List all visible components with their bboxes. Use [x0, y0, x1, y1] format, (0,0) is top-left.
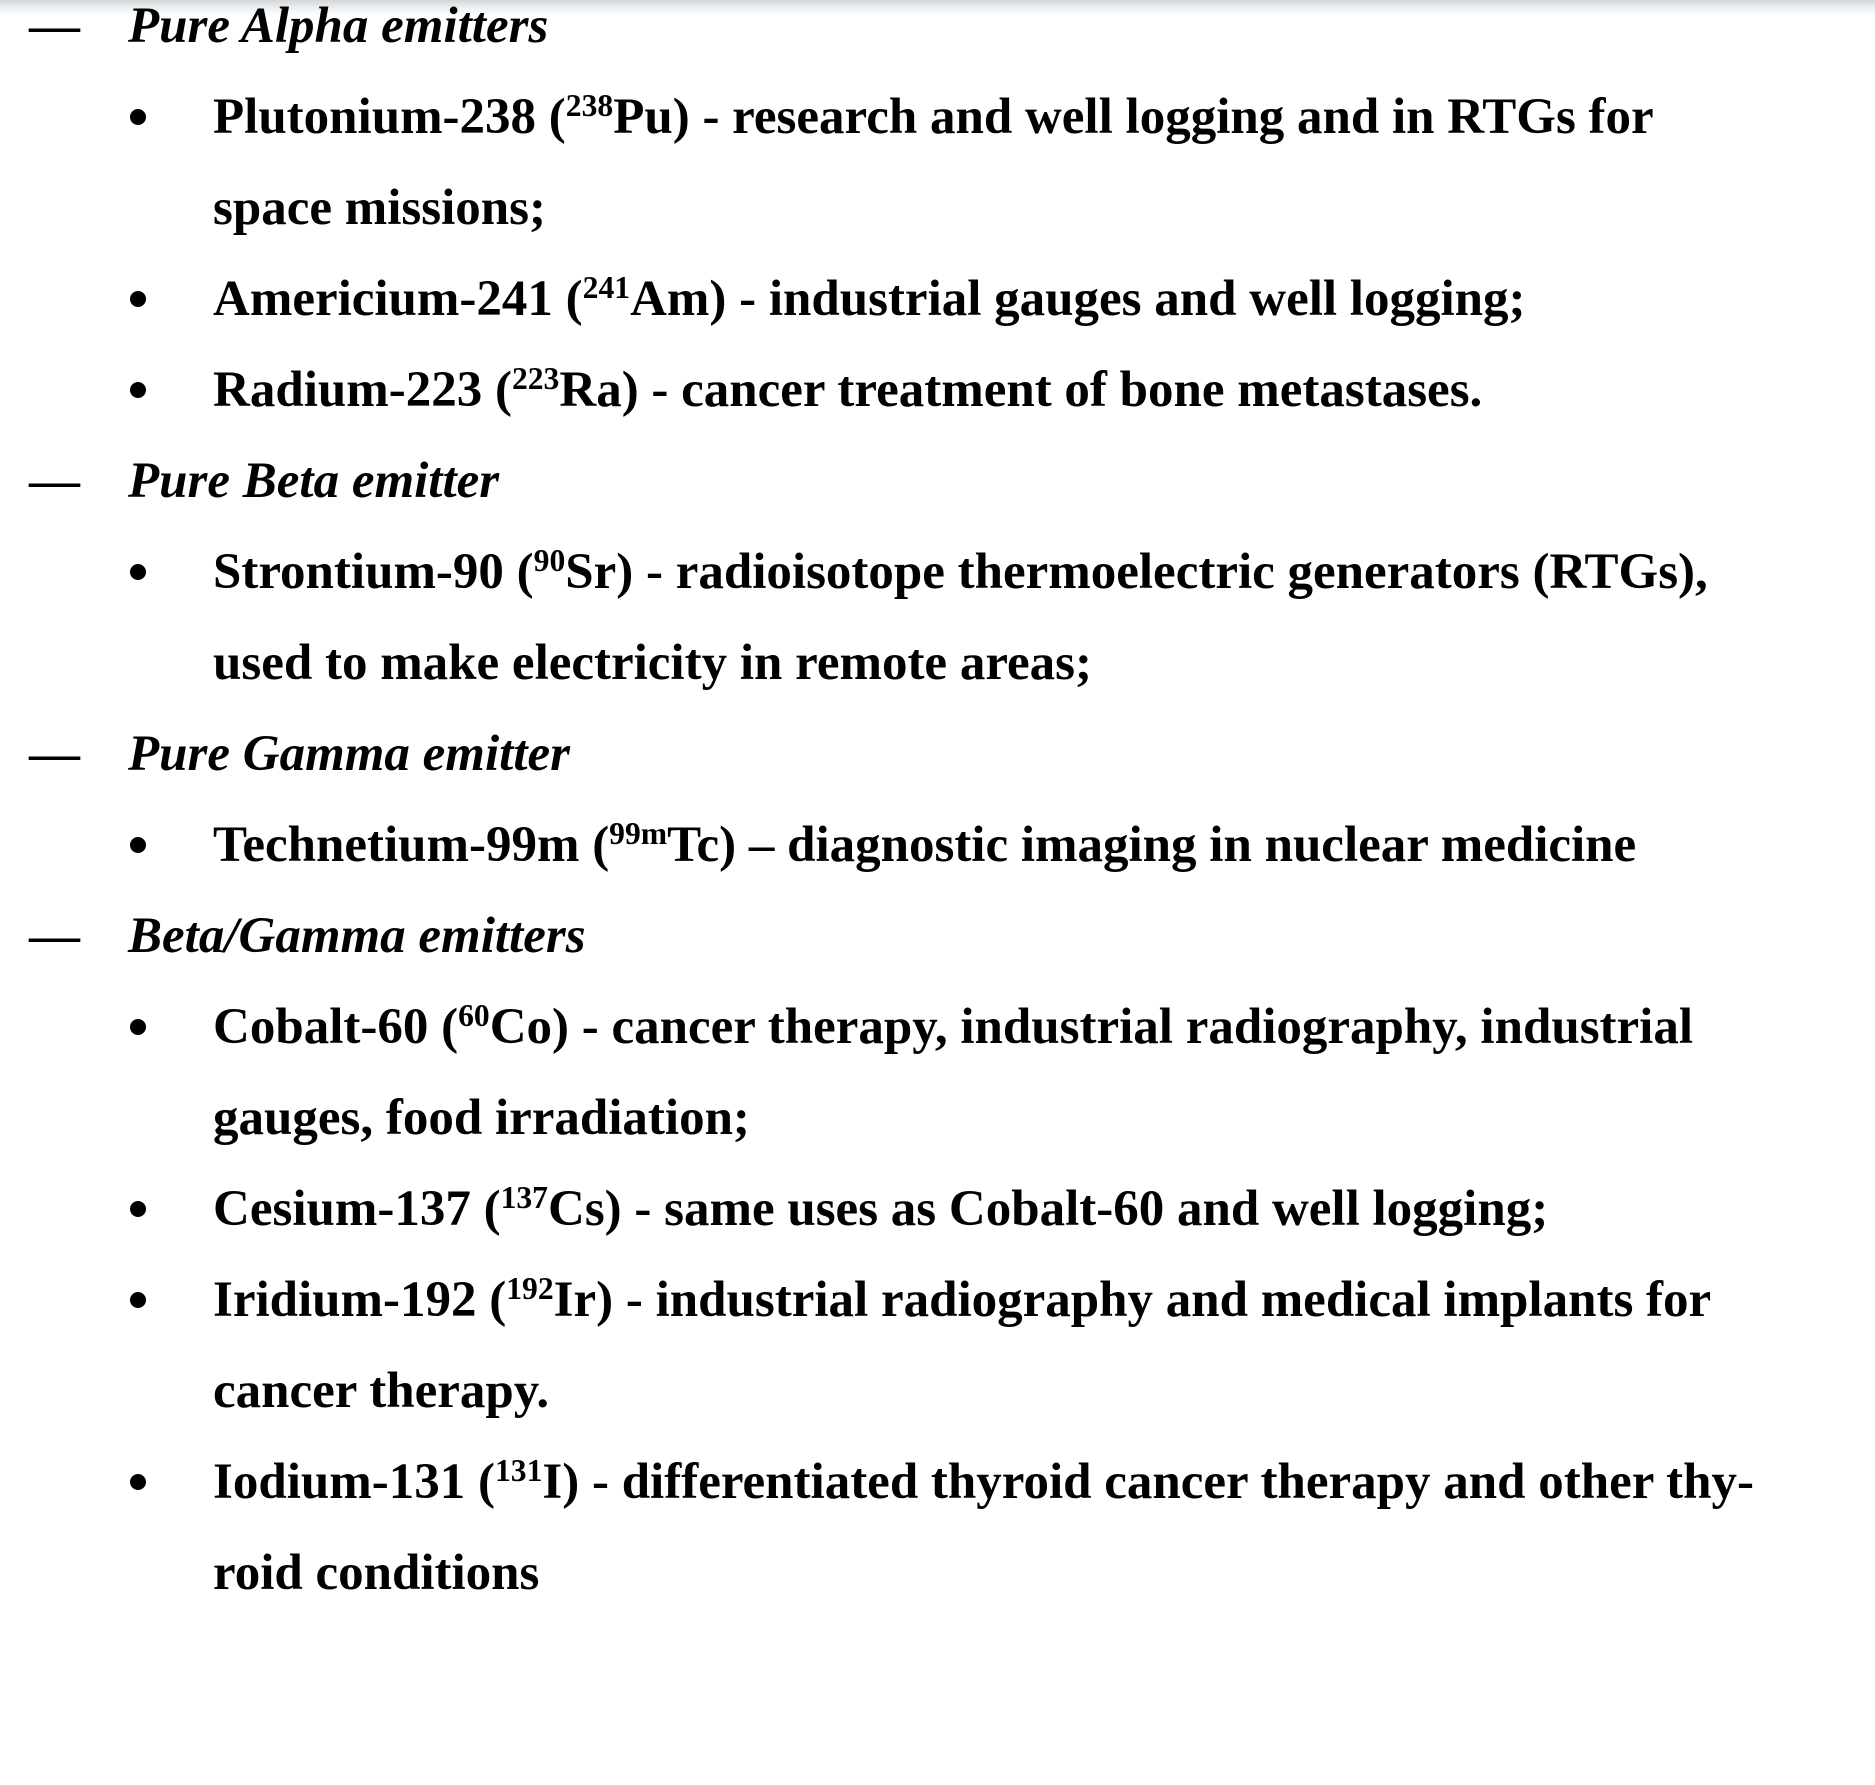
mass-number-superscript: 60 — [458, 997, 490, 1033]
mass-number-superscript: 90 — [533, 542, 566, 578]
text-segment: Am) - industrial gauges and well logging; — [630, 271, 1526, 327]
dash-list-marker: — — [29, 0, 80, 54]
emitter-category-heading — [0, 891, 1875, 982]
bullet-icon — [130, 1201, 146, 1217]
text-segment: Cs) - same uses as Cobalt-60 and well logging; — [547, 1181, 1549, 1237]
text-segment: roid conditions — [213, 1545, 540, 1601]
bullet-icon — [130, 382, 146, 398]
isotope-list-item — [0, 72, 1875, 163]
text-segment: I) - differentiated thyroid cancer therapy and other thy- — [542, 1454, 1754, 1510]
bullet-icon — [130, 109, 146, 125]
dash-list-marker: — — [29, 726, 80, 782]
line-text — [213, 1437, 1754, 1528]
emitter-category-heading — [0, 709, 1875, 800]
line-text — [213, 254, 1525, 345]
line-text — [128, 709, 570, 800]
text-segment: Beta/Gamma emitters — [128, 908, 586, 964]
text-segment: Radium-223 ( — [213, 362, 512, 418]
line-text — [213, 1255, 1711, 1346]
bullet-icon — [130, 291, 146, 307]
list-item-continuation — [0, 163, 1875, 254]
emitter-category-heading — [0, 436, 1875, 527]
text-segment: Americium-241 ( — [213, 271, 583, 327]
dash-list-marker: — — [29, 453, 80, 509]
mass-number-superscript: 238 — [565, 87, 614, 123]
dash-list-marker: — — [29, 908, 80, 964]
bullet-icon — [130, 1292, 146, 1308]
text-segment: Plutonium-238 ( — [213, 89, 566, 145]
line-text — [213, 1164, 1548, 1255]
text-segment: Co) - cancer therapy, industrial radiography, industrial — [489, 999, 1693, 1055]
line-text — [213, 800, 1636, 891]
line-text — [213, 527, 1708, 618]
text-segment: Pure Alpha emitters — [128, 0, 549, 54]
text-segment: space missions; — [213, 180, 546, 236]
line-text — [128, 0, 548, 72]
isotope-list-item — [0, 345, 1875, 436]
line-text — [213, 72, 1654, 163]
text-segment: Ir) - industrial radiography and medical implants for — [553, 1272, 1712, 1328]
line-text — [213, 1346, 549, 1437]
line-text — [128, 891, 586, 982]
bullet-icon — [130, 837, 146, 853]
mass-number-superscript: 223 — [511, 360, 560, 396]
text-segment: Cobalt-60 ( — [213, 999, 459, 1055]
text-segment: Cesium-137 ( — [213, 1181, 501, 1237]
text-segment: used to make electricity in remote areas; — [213, 635, 1093, 691]
bullet-icon — [130, 1474, 146, 1490]
isotope-list-item — [0, 1255, 1875, 1346]
line-text — [213, 163, 546, 254]
list-item-continuation — [0, 1528, 1875, 1619]
line-text — [213, 618, 1092, 709]
line-text — [213, 1073, 750, 1164]
text-segment: Iridium-192 ( — [213, 1272, 507, 1328]
text-segment: Strontium-90 ( — [213, 544, 534, 600]
bullet-icon — [130, 564, 146, 580]
mass-number-superscript: 137 — [500, 1179, 548, 1215]
isotope-list-item — [0, 254, 1875, 345]
isotope-list-item — [0, 982, 1875, 1073]
mass-number-superscript: 131 — [494, 1452, 543, 1488]
line-text — [213, 982, 1693, 1073]
mass-number-superscript: 241 — [582, 269, 631, 305]
line-text — [128, 436, 499, 527]
isotope-list-item — [0, 1437, 1875, 1528]
text-segment: Pure Beta emitter — [128, 453, 500, 509]
text-segment: Iodium-131 ( — [213, 1454, 495, 1510]
text-segment: Tc) – diagnostic imaging in nuclear medicine — [667, 817, 1637, 873]
text-segment: Ra) - cancer treatment of bone metastases. — [559, 362, 1483, 418]
list-item-continuation — [0, 1346, 1875, 1437]
mass-number-superscript: 192 — [506, 1270, 554, 1306]
mass-number-superscript: 99m — [609, 815, 668, 851]
emitter-category-heading — [0, 0, 1875, 72]
text-segment: Pure Gamma emitter — [128, 726, 570, 782]
text-segment: gauges, food irradiation; — [213, 1090, 750, 1146]
isotope-list-item — [0, 1164, 1875, 1255]
line-text — [213, 1528, 539, 1619]
text-segment: cancer therapy. — [213, 1363, 550, 1419]
text-segment: Pu) - research and well logging and in RTGs for — [613, 89, 1654, 145]
isotope-list-item — [0, 800, 1875, 891]
text-segment: Sr) - radioisotope thermoelectric generators (RTGs), — [565, 544, 1708, 600]
list-item-continuation — [0, 618, 1875, 709]
bullet-icon — [130, 1019, 146, 1035]
list-item-continuation — [0, 1073, 1875, 1164]
text-segment: Technetium-99m ( — [213, 817, 610, 873]
line-text — [213, 345, 1482, 436]
isotope-list-item — [0, 527, 1875, 618]
